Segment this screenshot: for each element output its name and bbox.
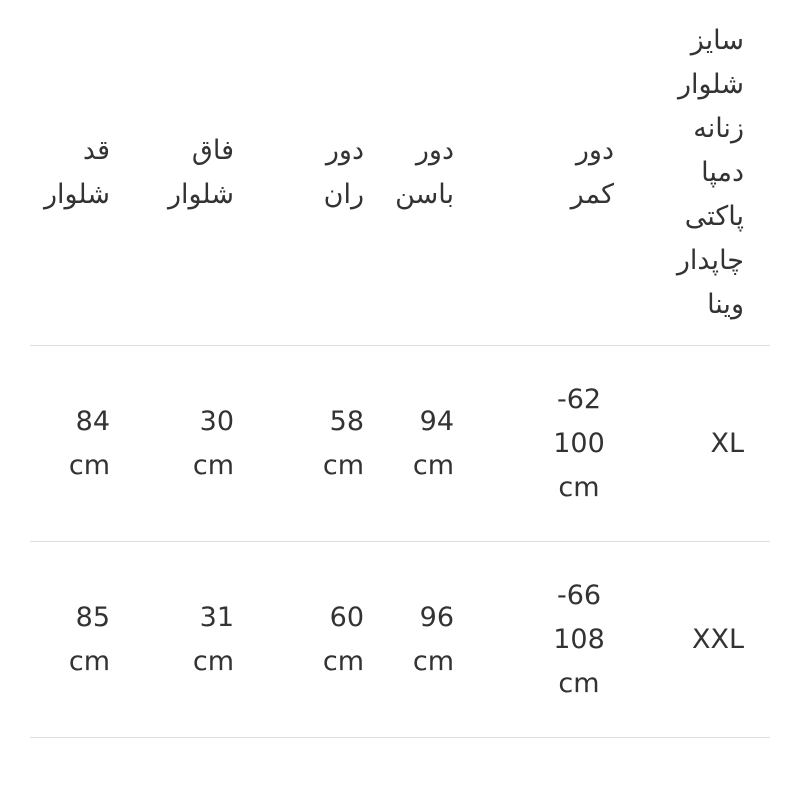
rise-unit: cm xyxy=(192,645,234,677)
waist-range-end: 108 xyxy=(553,623,605,655)
hip-unit: cm xyxy=(412,449,454,481)
waist-unit: cm xyxy=(558,471,600,503)
cell-size: XL xyxy=(614,346,770,542)
waist-range-start: 62- xyxy=(556,383,602,415)
header-size: سایز شلوار زنانه دمپا پاکتی چاپدار وینا xyxy=(614,0,770,346)
length-value: 84 xyxy=(75,405,110,437)
cell-length xyxy=(30,542,140,738)
size-table xyxy=(30,0,770,738)
cell-thigh xyxy=(260,542,370,738)
length-value: 85 xyxy=(75,601,110,633)
header-thigh: دور ران xyxy=(260,0,370,346)
thigh-unit: cm xyxy=(322,645,364,677)
hip-unit: cm xyxy=(412,645,454,677)
waist-range-end: 100 xyxy=(553,427,605,459)
hip-value: 94 xyxy=(419,405,454,437)
thigh-value: 60 xyxy=(329,601,364,633)
thigh-value: 58 xyxy=(329,405,364,437)
cell-size: XXL xyxy=(614,542,770,738)
header-hip: دور باسن xyxy=(370,0,490,346)
rise-value: 30 xyxy=(199,405,234,437)
thigh-unit: cm xyxy=(322,449,364,481)
length-unit: cm xyxy=(68,645,110,677)
cell-length xyxy=(30,346,140,542)
size-table-container xyxy=(30,0,770,738)
cell-rise xyxy=(140,346,260,542)
cell-hip xyxy=(370,346,490,542)
table-row xyxy=(30,542,770,738)
table-header-row xyxy=(30,0,770,346)
table-row xyxy=(30,346,770,542)
cell-waist xyxy=(490,346,614,542)
hip-value: 96 xyxy=(419,601,454,633)
header-length: قد شلوار xyxy=(30,0,140,346)
cell-rise xyxy=(140,542,260,738)
header-waist: دور کمر xyxy=(490,0,614,346)
cell-waist xyxy=(490,542,614,738)
cell-hip xyxy=(370,542,490,738)
length-unit: cm xyxy=(68,449,110,481)
waist-unit: cm xyxy=(558,667,600,699)
waist-range-start: 66- xyxy=(556,579,602,611)
rise-value: 31 xyxy=(199,601,234,633)
cell-thigh xyxy=(260,346,370,542)
rise-unit: cm xyxy=(192,449,234,481)
header-rise: فاق شلوار xyxy=(140,0,260,346)
